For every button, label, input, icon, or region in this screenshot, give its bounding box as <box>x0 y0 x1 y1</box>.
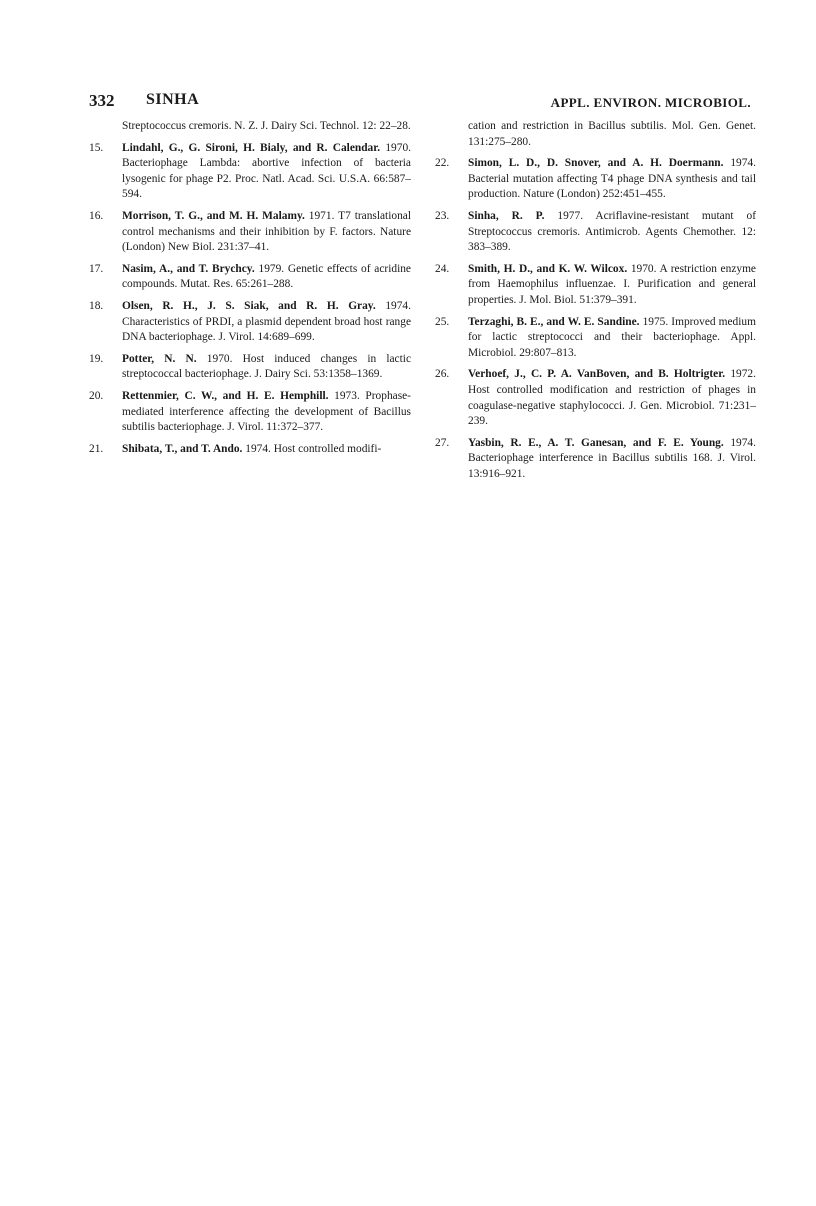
reference-entry <box>435 315 756 362</box>
reference-number: 24. <box>435 262 450 275</box>
reference-number: 15. <box>89 141 104 154</box>
reference-number: 19. <box>89 352 104 365</box>
reference-text: 1977. Acriflavine-resistant mutant of Streptococcus cremoris. Antimicrob. Agents Chemother. 12: 383–389. <box>468 209 756 254</box>
reference-number: 21. <box>89 442 104 455</box>
reference-entry <box>435 262 756 309</box>
reference-entry <box>435 367 756 429</box>
reference-number: 16. <box>89 209 104 222</box>
reference-entry <box>89 352 411 383</box>
page-number: 332 <box>89 91 115 110</box>
reference-number: 26. <box>435 368 450 381</box>
reference-text: 1975. Improved medium for lactic streptococci and their bacteriophage. Appl. Microbiol. 29:807–813. <box>468 315 756 359</box>
reference-text: 1972. Host controlled modification and restriction of phages in coagulase-negative staphylococci. J. Gen. Microbiol. 71:231–239. <box>468 368 756 428</box>
reference-entry <box>89 262 411 293</box>
reference-authors: Olsen, R. H., J. S. Siak, and R. H. Gray. <box>122 299 376 312</box>
reference-text: 1973. Prophase-mediated interference affecting the development of Bacillus subtilis bacteriophage. J. Virol. 11:372–377. <box>122 389 411 434</box>
reference-number: 17. <box>89 262 104 275</box>
reference-list <box>89 141 411 458</box>
reference-authors: Rettenmier, C. W., and H. E. Hemphill. <box>122 389 329 402</box>
reference-number: 18. <box>89 299 104 312</box>
reference-entry <box>89 389 411 436</box>
reference-text: 1970. Bacteriophage Lambda: abortive infection of bacteria lysogenic for phage P2. Proc. Natl. Acad. Sci. U.S.A. 66:587–594. <box>122 141 411 201</box>
reference-authors: Sinha, R. P. <box>468 209 545 222</box>
reference-authors: Morrison, T. G., and M. H. Malamy. <box>122 209 305 222</box>
reference-entry <box>89 442 411 458</box>
reference-authors: Lindahl, G., G. Sironi, H. Bialy, and R. Calendar. <box>122 141 381 154</box>
reference-number: 23. <box>435 209 450 222</box>
reference-number: 27. <box>435 436 450 449</box>
reference-text: 1974. Host controlled modifi- <box>245 442 382 455</box>
reference-entry <box>435 436 756 483</box>
reference-authors: Verhoef, J., C. P. A. VanBoven, and B. Holtrigter. <box>468 368 726 381</box>
running-head-author: SINHA <box>146 91 200 108</box>
reference-text: 1979. Genetic effects of acridine compounds. Mutat. Res. 65:261–288. <box>122 262 411 291</box>
reference-text: 1974. Bacterial mutation affecting T4 phage DNA synthesis and tail production. Nature (London) 252:451–455. <box>468 157 756 201</box>
reference-text: 1974. Characteristics of PRDI, a plasmid dependent broad host range DNA bacteriophage. J. Virol. 14:689–699. <box>122 299 411 344</box>
running-head-journal: APPL. ENVIRON. MICROBIOL. <box>550 95 751 110</box>
reference-text: 1971. T7 translational control mechanisms and their inhibition by F. factors. Nature (London) New Biol. 231:37–41. <box>122 209 411 254</box>
reference-authors: Shibata, T., and T. Ando. <box>122 442 243 455</box>
reference-entry <box>89 209 411 256</box>
reference-text: 1974. Bacteriophage interference in Bacillus subtilis 168. J. Virol. 13:916–921. <box>468 436 756 480</box>
reference-number: 20. <box>89 389 104 402</box>
reference-authors: Nasim, A., and T. Brychcy. <box>122 262 255 275</box>
reference-entry <box>435 209 756 256</box>
reference-number: 22. <box>435 157 450 170</box>
reference-continuation: cation and restriction in Bacillus subtilis. Mol. Gen. Genet. 131:275–280. <box>468 120 756 148</box>
reference-authors: Potter, N. N. <box>122 352 197 365</box>
reference-list <box>435 156 756 482</box>
reference-entry <box>89 141 411 203</box>
reference-continuation: Streptococcus cremoris. N. Z. J. Dairy Sci. Technol. 12: 22–28. <box>122 120 411 132</box>
reference-authors: Terzaghi, B. E., and W. E. Sandine. <box>468 315 640 328</box>
right-column <box>435 119 756 488</box>
reference-text: 1970. A restriction enzyme from Haemophilus influenzae. I. Purification and general properties. J. Mol. Biol. 51:379–391. <box>468 262 756 306</box>
reference-authors: Yasbin, R. E., A. T. Ganesan, and F. E. Young. <box>468 436 724 449</box>
reference-entry <box>435 156 756 203</box>
reference-authors: Simon, L. D., D. Snover, and A. H. Doermann. <box>468 157 724 170</box>
reference-authors: Smith, H. D., and K. W. Wilcox. <box>468 262 628 275</box>
reference-text: 1970. Host induced changes in lactic streptococcal bacteriophage. J. Dairy Sci. 53:1358–1369. <box>122 352 411 381</box>
reference-number: 25. <box>435 315 450 328</box>
left-column <box>89 119 411 463</box>
reference-entry <box>89 299 411 346</box>
